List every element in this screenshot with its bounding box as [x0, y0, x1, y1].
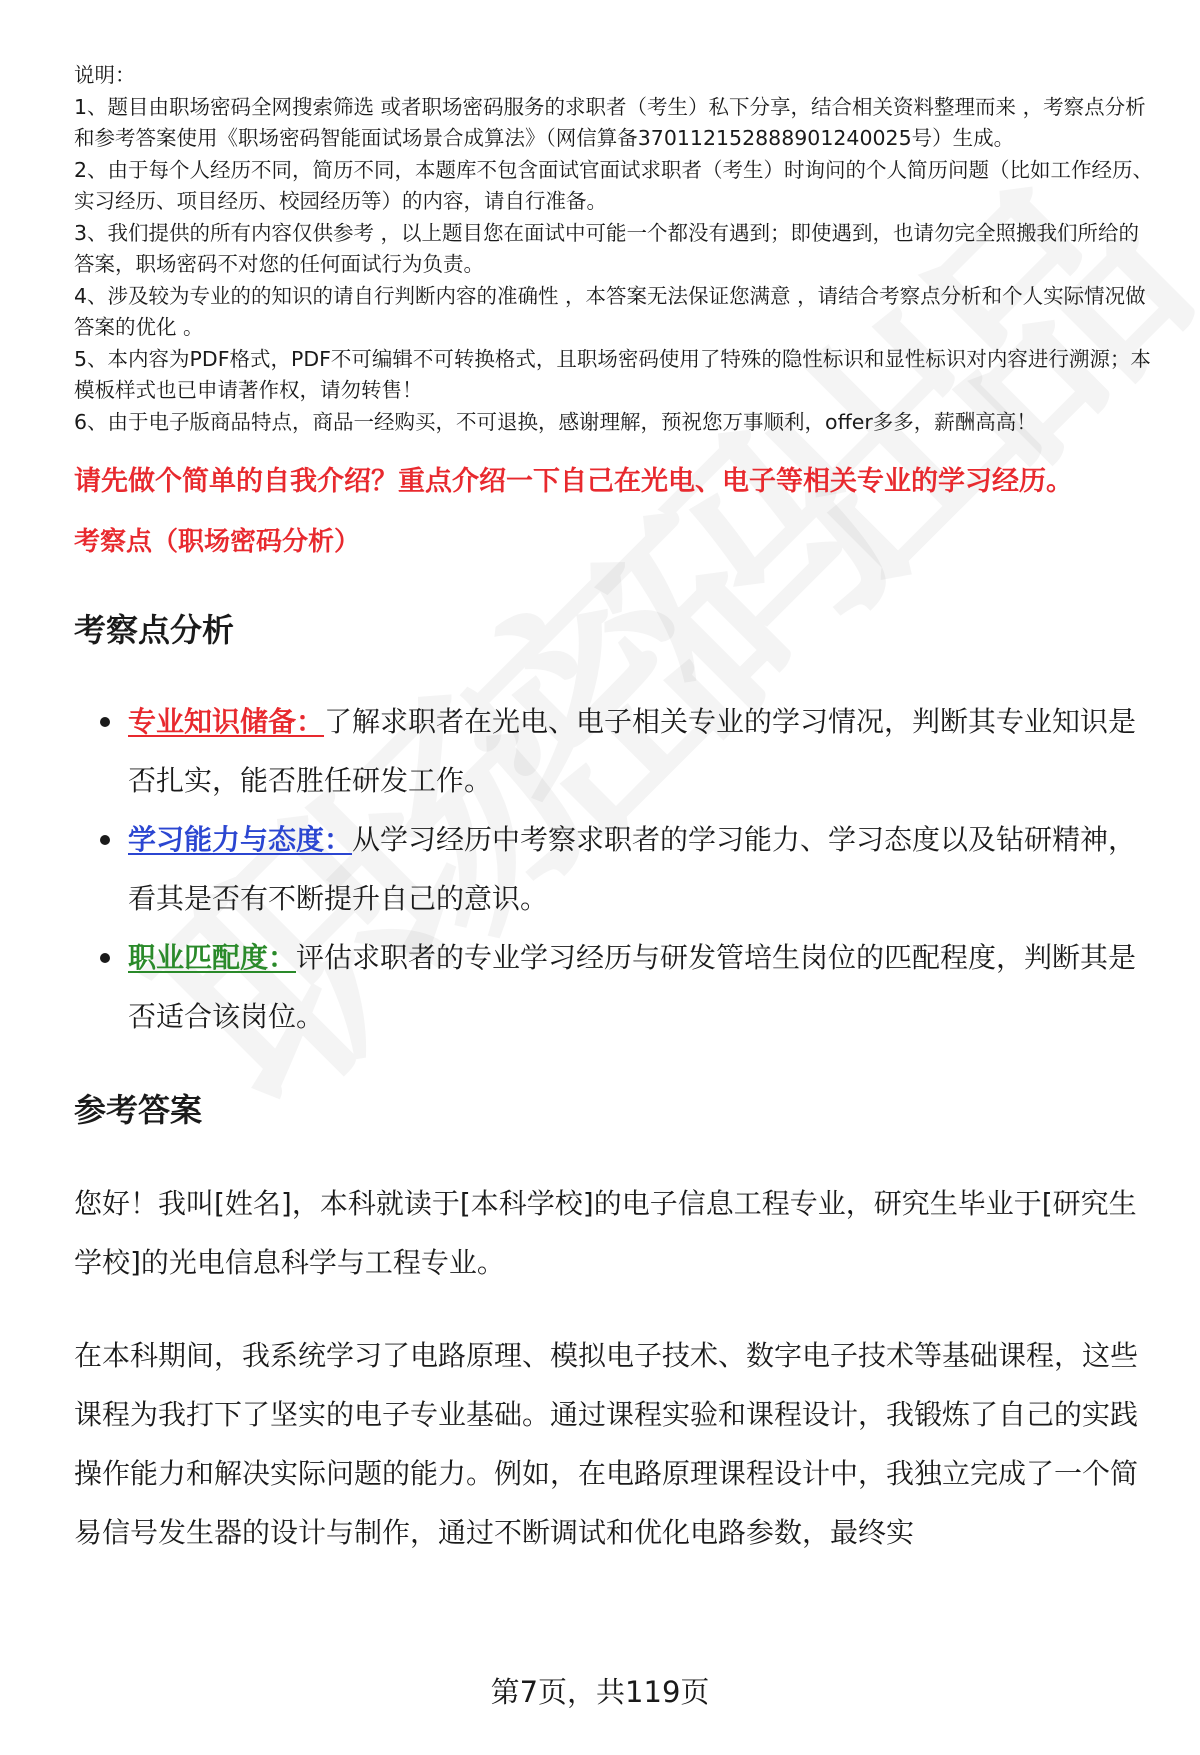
bullet-icon: [100, 835, 110, 845]
page-number: 第7页，共119页: [490, 1675, 710, 1709]
point-label: 学习能力与态度：: [128, 823, 353, 856]
point-text: 了解求职者在光电、电子相关专业的学习情况，判断其专业知识是否扎实，能否胜任研发工作。: [128, 705, 1137, 797]
analysis-title: 考察点分析: [74, 611, 235, 649]
analysis-label: 考察点（职场密码分析）: [74, 527, 361, 557]
notes-line-5: 5、本内容为PDF格式，PDF不可编辑不可转换格式，且职场密码使用了特殊的隐性标识和显性标识对内容进行溯源；本模板样式也已申请著作权，请勿转售！: [74, 346, 1151, 402]
notes-section: [74, 60, 1154, 438]
notes-line-3: 3、我们提供的所有内容仅供参考 ，以上题目您在面试中可能一个都没有遇到；即使遇到，也请勿完全照搬我们所给的答案，职场密码不对您的任何面试行为负责。: [74, 220, 1140, 276]
analysis-point-3: [74, 928, 1154, 1046]
bullet-icon: [100, 953, 110, 963]
answer-section: [74, 1174, 1154, 1562]
notes-line-1: 1、题目由职场密码全网搜索筛选 或者职场密码服务的求职者（考生）私下分享，结合相关资料整理而来 ，考察点分析和参考答案使用《职场密码智能面试场景合成算法》（网信算备370112152888901240025号）生成。: [74, 94, 1146, 150]
document-page: [74, 60, 1154, 1562]
point-text: 评估求职者的专业学习经历与研发管培生岗位的匹配程度，判断其是否适合该岗位。: [128, 941, 1137, 1033]
point-label: 职业匹配度：: [128, 941, 297, 974]
interview-question: 请先做个简单的自我介绍？重点介绍一下自己在光电、电子等相关专业的学习经历。: [74, 466, 1073, 497]
analysis-point-1: [74, 692, 1154, 810]
point-label: 专业知识储备：: [128, 705, 325, 738]
answer-paragraph-2: 在本科期间，我系统学习了电路原理、模拟电子技术、数字电子技术等基础课程，这些课程为我打下了坚实的电子专业基础。通过课程实验和课程设计，我锻炼了自己的实践操作能力和解决实际问题的能力。例如，在电路原理课程设计中，我独立完成了一个简易信号发生器的设计与制作，通过不断调试和优化电路参数，最终实: [74, 1339, 1139, 1549]
notes-heading: 说明：: [74, 63, 136, 87]
answer-paragraph-1: 您好！我叫[姓名]，本科就读于[本科学校]的电子信息工程专业，研究生毕业于[研究生学校]的光电信息科学与工程专业。: [74, 1187, 1137, 1279]
notes-line-4: 4、涉及较为专业的的知识的请自行判断内容的准确性 ，本答案无法保证您满意 ，请结合考察点分析和个人实际情况做答案的优化 。: [74, 283, 1146, 339]
analysis-points-list: [74, 692, 1154, 1046]
point-text: 从学习经历中考察求职者的学习能力、学习态度以及钻研精神，看其是否有不断提升自己的意识。: [128, 823, 1137, 915]
answer-title: 参考答案: [74, 1091, 203, 1129]
notes-line-6: 6、由于电子版商品特点，商品一经购买，不可退换，感谢理解，预祝您万事顺利，offer多多，薪酬高高！: [74, 409, 1037, 434]
notes-line-2: 2、由于每个人经历不同，简历不同，本题库不包含面试官面试求职者（考生）时询问的个人简历问题（比如工作经历、实习经历、项目经历、校园经历等）的内容，请自行准备。: [74, 157, 1154, 213]
bullet-icon: [100, 717, 110, 727]
analysis-point-2: [74, 810, 1154, 928]
